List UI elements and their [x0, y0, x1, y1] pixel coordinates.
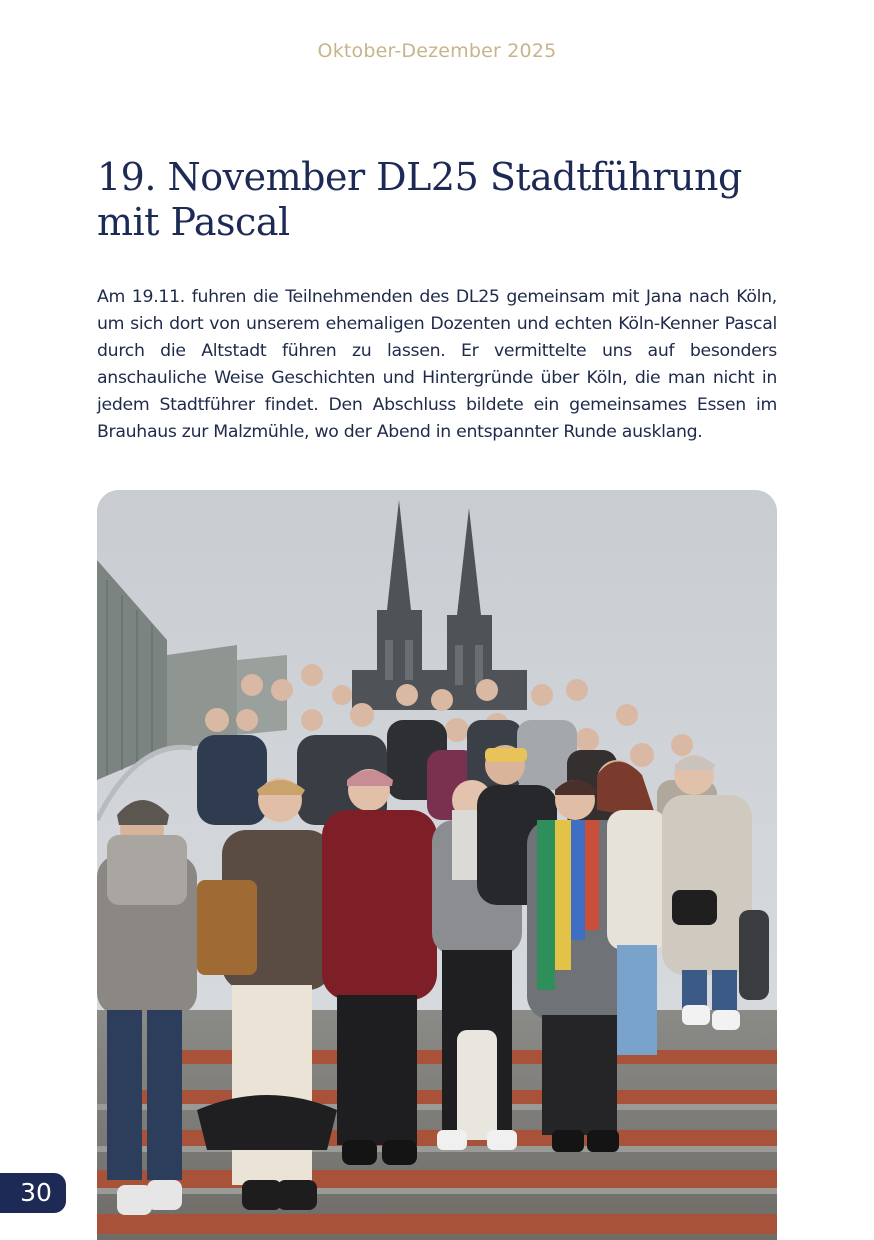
running-header: Oktober-Dezember 2025	[317, 40, 557, 62]
group-photo	[97, 490, 777, 1240]
page-number: 30	[0, 1173, 66, 1213]
article-title: 19. November DL25 Stadtführung mit Pascal	[97, 155, 742, 244]
article-body: Am 19.11. fuhren die Teilnehmenden des DL25 gemeinsam mit Jana nach Köln, um sich dort von unserem ehemaligen Dozenten und echten Köln-Kenner Pascal durch die Altstadt führen zu lassen. Er vermittelte uns auf besonders anschauliche Weise Geschichten und Hintergründe über Köln, die man nicht in jedem Stadtführer findet. Den Abschluss bildete ein gemeinsames Essen im Brauhaus zur Malzmühle, wo der Abend in entspannter Runde ausklang.	[97, 287, 777, 442]
